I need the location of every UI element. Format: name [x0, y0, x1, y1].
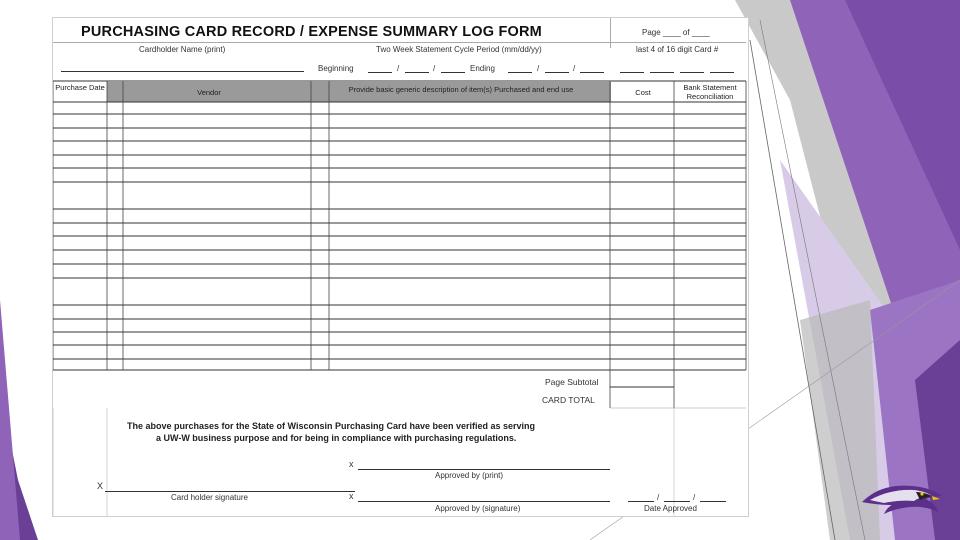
col-description: Provide basic generic description of item(s) Purchased and end use [348, 85, 574, 94]
certification-line-1: The above purchases for the State of Wisconsin Purchasing Card have been verified as serving [127, 421, 536, 431]
ending-label: Ending [470, 64, 495, 73]
approved-print-line[interactable] [358, 469, 610, 470]
form-title: PURCHASING CARD RECORD / EXPENSE SUMMARY LOG FORM [81, 24, 542, 40]
col-vendor: Vendor [197, 88, 221, 97]
col-cost: Cost [635, 88, 651, 97]
slash: / [693, 493, 696, 502]
x-mark-cardholder: X [97, 481, 104, 491]
last-digits-label: last 4 of 16 digit Card # [636, 45, 719, 54]
date-approved-label: Date Approved [644, 504, 697, 513]
approved-signature-label: Approved by (signature) [435, 504, 521, 513]
date-yy-line[interactable] [700, 501, 726, 502]
x-mark-approver-print: x [349, 459, 354, 469]
date-mm-line[interactable] [628, 501, 654, 502]
slash: / [573, 64, 576, 73]
page-of: Page ____ of ____ [642, 28, 710, 37]
x-mark-approver-signature: x [349, 491, 354, 501]
statement-period-label: Two Week Statement Cycle Period (mm/dd/yy) [376, 45, 542, 54]
approved-signature-line[interactable] [358, 501, 610, 502]
certification-line-2: a UW-W business purpose and for being in compliance with purchasing regulations. [156, 433, 517, 443]
col-bank-statement: Bank Statement Reconciliation [683, 83, 737, 101]
cardholder-signature-label: Card holder signature [171, 493, 248, 502]
cardholder-signature-line[interactable] [105, 491, 355, 492]
expense-log-form [52, 17, 749, 517]
beginning-label: Beginning [318, 64, 354, 73]
slash: / [397, 64, 400, 73]
slash: / [433, 64, 436, 73]
col-purchase-date: Purchase Date [55, 83, 105, 92]
approved-print-label: Approved by (print) [435, 471, 504, 480]
date-dd-line[interactable] [664, 501, 690, 502]
cardholder-name-label: Cardholder Name (print) [139, 45, 226, 54]
warhawk-logo [860, 480, 944, 516]
slash: / [537, 64, 540, 73]
card-total-label: CARD TOTAL [542, 395, 595, 405]
slash: / [657, 493, 660, 502]
page-subtotal-label: Page Subtotal [545, 377, 599, 387]
